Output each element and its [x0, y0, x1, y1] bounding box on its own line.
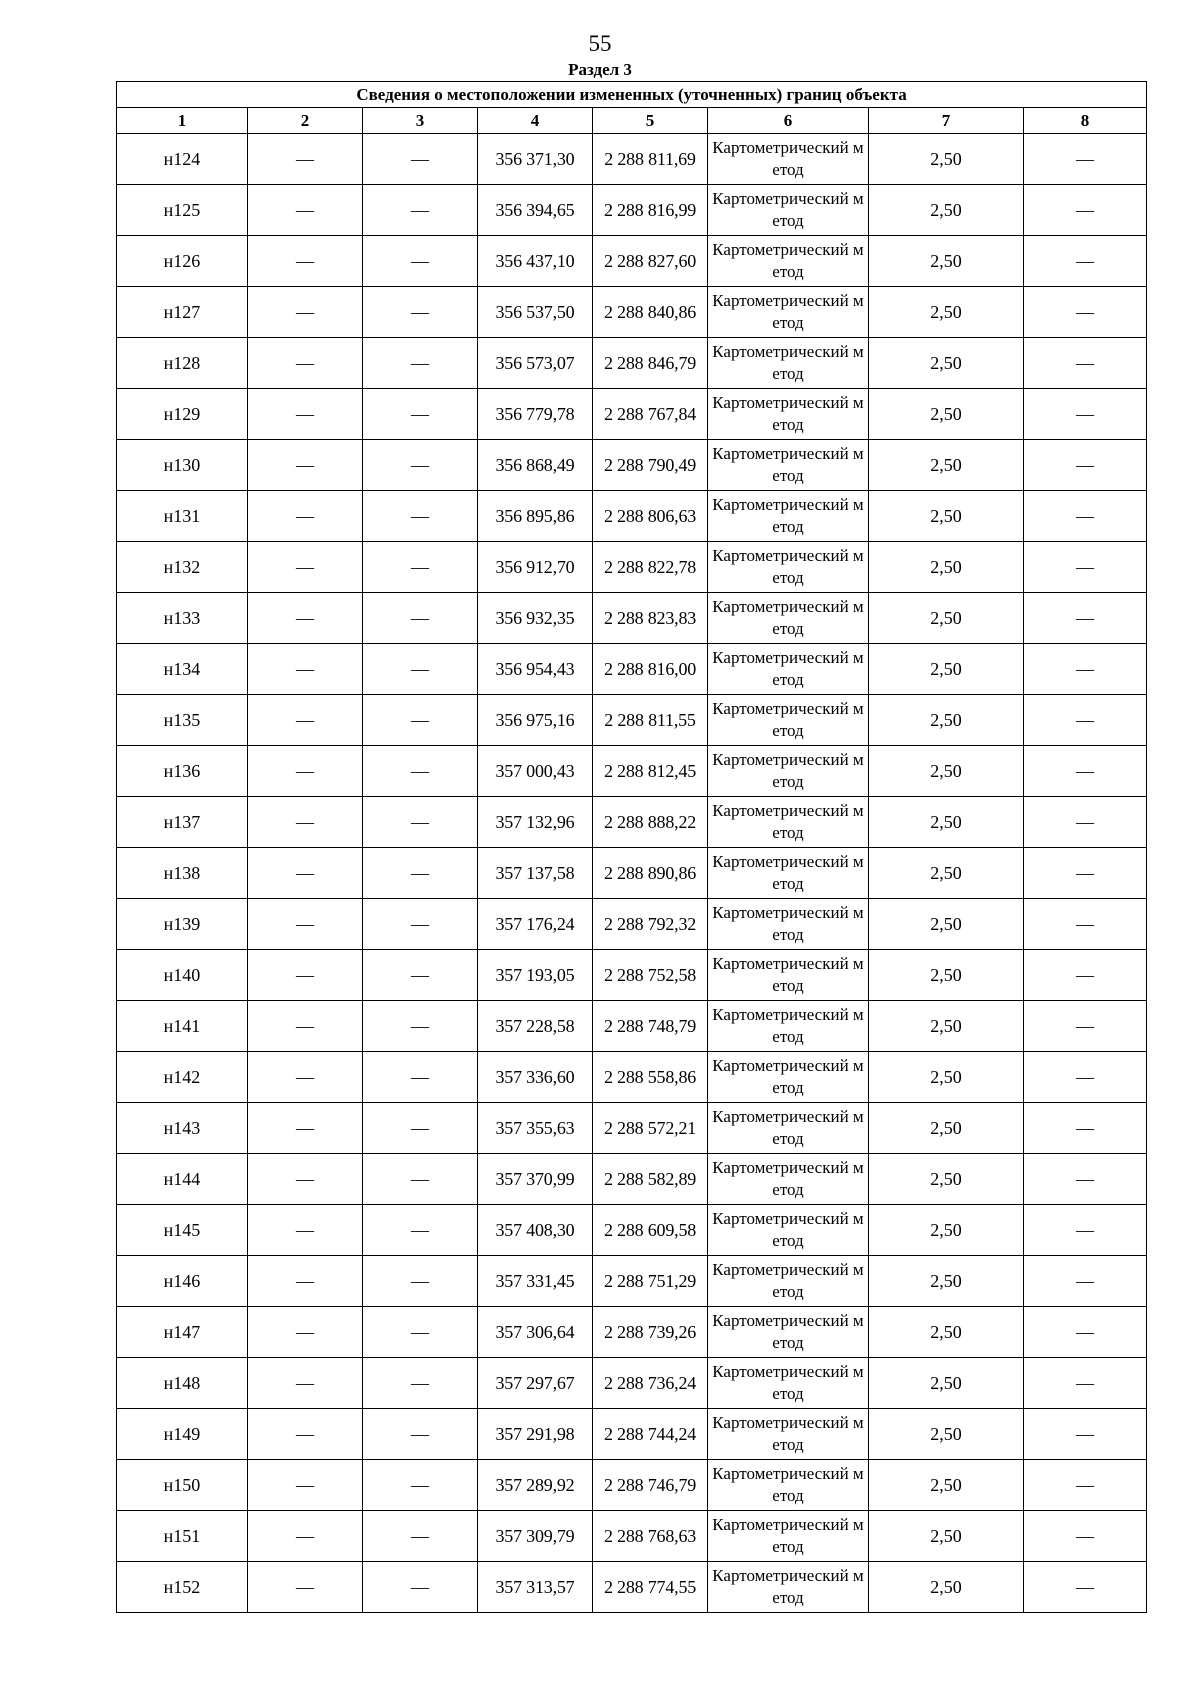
table-row [117, 746, 1147, 797]
cell-x-coordinate: 356 954,43 [478, 644, 593, 695]
cell-y-coordinate: 2 288 816,99 [593, 185, 708, 236]
table-row [117, 1256, 1147, 1307]
cell-col8: — [1024, 1205, 1147, 1256]
cell-accuracy: 2,50 [869, 644, 1024, 695]
column-numbers-row [117, 108, 1147, 134]
cell-method: Картометрический метод [708, 134, 869, 185]
cell-x-coordinate: 357 289,92 [478, 1460, 593, 1511]
cell-point-number: н130 [117, 440, 248, 491]
table-row [117, 848, 1147, 899]
cell-x-coordinate: 356 371,30 [478, 134, 593, 185]
table-row [117, 1307, 1147, 1358]
cell-col3: — [363, 1103, 478, 1154]
cell-col2: — [248, 1052, 363, 1103]
cell-col3: — [363, 1154, 478, 1205]
table-row [117, 797, 1147, 848]
cell-y-coordinate: 2 288 609,58 [593, 1205, 708, 1256]
cell-x-coordinate: 356 975,16 [478, 695, 593, 746]
cell-point-number: н141 [117, 1001, 248, 1052]
cell-x-coordinate: 356 573,07 [478, 338, 593, 389]
table-row [117, 134, 1147, 185]
table-row [117, 389, 1147, 440]
cell-accuracy: 2,50 [869, 848, 1024, 899]
cell-accuracy: 2,50 [869, 1409, 1024, 1460]
cell-col3: — [363, 389, 478, 440]
cell-point-number: н134 [117, 644, 248, 695]
cell-x-coordinate: 357 176,24 [478, 899, 593, 950]
cell-col8: — [1024, 389, 1147, 440]
cell-point-number: н150 [117, 1460, 248, 1511]
cell-y-coordinate: 2 288 558,86 [593, 1052, 708, 1103]
cell-col8: — [1024, 1307, 1147, 1358]
cell-accuracy: 2,50 [869, 134, 1024, 185]
cell-point-number: н127 [117, 287, 248, 338]
cell-col8: — [1024, 746, 1147, 797]
table-row [117, 644, 1147, 695]
cell-col2: — [248, 797, 363, 848]
cell-accuracy: 2,50 [869, 1103, 1024, 1154]
cell-col2: — [248, 1154, 363, 1205]
cell-method: Картометрический метод [708, 1154, 869, 1205]
cell-col3: — [363, 1562, 478, 1613]
cell-col2: — [248, 440, 363, 491]
cell-col2: — [248, 1103, 363, 1154]
cell-col3: — [363, 644, 478, 695]
cell-x-coordinate: 357 228,58 [478, 1001, 593, 1052]
table-row [117, 185, 1147, 236]
cell-method: Картометрический метод [708, 644, 869, 695]
cell-y-coordinate: 2 288 890,86 [593, 848, 708, 899]
cell-method: Картометрический метод [708, 950, 869, 1001]
cell-col3: — [363, 491, 478, 542]
cell-col3: — [363, 746, 478, 797]
cell-point-number: н144 [117, 1154, 248, 1205]
cell-col2: — [248, 287, 363, 338]
cell-y-coordinate: 2 288 744,24 [593, 1409, 708, 1460]
cell-col2: — [248, 899, 363, 950]
table-row [117, 1409, 1147, 1460]
cell-x-coordinate: 357 291,98 [478, 1409, 593, 1460]
cell-col2: — [248, 338, 363, 389]
table-row [117, 593, 1147, 644]
cell-col3: — [363, 185, 478, 236]
cell-y-coordinate: 2 288 888,22 [593, 797, 708, 848]
table-row [117, 338, 1147, 389]
cell-col2: — [248, 848, 363, 899]
cell-col3: — [363, 134, 478, 185]
cell-accuracy: 2,50 [869, 797, 1024, 848]
cell-y-coordinate: 2 288 751,29 [593, 1256, 708, 1307]
column-number-2: 2 [248, 108, 363, 134]
cell-col8: — [1024, 1001, 1147, 1052]
cell-method: Картометрический метод [708, 1307, 869, 1358]
cell-col3: — [363, 1358, 478, 1409]
cell-col3: — [363, 950, 478, 1001]
cell-point-number: н126 [117, 236, 248, 287]
cell-point-number: н146 [117, 1256, 248, 1307]
cell-col2: — [248, 389, 363, 440]
cell-method: Картометрический метод [708, 899, 869, 950]
cell-point-number: н135 [117, 695, 248, 746]
table-row [117, 1460, 1147, 1511]
cell-method: Картометрический метод [708, 1052, 869, 1103]
table-row [117, 695, 1147, 746]
cell-accuracy: 2,50 [869, 542, 1024, 593]
cell-point-number: н152 [117, 1562, 248, 1613]
cell-point-number: н137 [117, 797, 248, 848]
cell-col3: — [363, 542, 478, 593]
cell-y-coordinate: 2 288 748,79 [593, 1001, 708, 1052]
cell-col3: — [363, 1256, 478, 1307]
cell-accuracy: 2,50 [869, 1358, 1024, 1409]
table-row [117, 1103, 1147, 1154]
cell-col8: — [1024, 134, 1147, 185]
cell-y-coordinate: 2 288 752,58 [593, 950, 708, 1001]
table-row [117, 491, 1147, 542]
cell-y-coordinate: 2 288 739,26 [593, 1307, 708, 1358]
cell-point-number: н149 [117, 1409, 248, 1460]
cell-col8: — [1024, 848, 1147, 899]
cell-col8: — [1024, 236, 1147, 287]
cell-col3: — [363, 1205, 478, 1256]
cell-x-coordinate: 357 193,05 [478, 950, 593, 1001]
cell-col2: — [248, 1256, 363, 1307]
cell-col3: — [363, 899, 478, 950]
column-number-3: 3 [363, 108, 478, 134]
cell-col8: — [1024, 1103, 1147, 1154]
cell-accuracy: 2,50 [869, 1205, 1024, 1256]
column-number-1: 1 [117, 108, 248, 134]
cell-x-coordinate: 357 306,64 [478, 1307, 593, 1358]
cell-col2: — [248, 1205, 363, 1256]
cell-method: Картометрический метод [708, 287, 869, 338]
cell-y-coordinate: 2 288 774,55 [593, 1562, 708, 1613]
cell-accuracy: 2,50 [869, 1562, 1024, 1613]
cell-method: Картометрический метод [708, 338, 869, 389]
table-row [117, 1154, 1147, 1205]
cell-x-coordinate: 357 137,58 [478, 848, 593, 899]
cell-point-number: н133 [117, 593, 248, 644]
section-title: Раздел 3 [568, 60, 632, 79]
cell-point-number: н145 [117, 1205, 248, 1256]
cell-col8: — [1024, 950, 1147, 1001]
cell-x-coordinate: 356 437,10 [478, 236, 593, 287]
cell-col3: — [363, 848, 478, 899]
cell-col8: — [1024, 1511, 1147, 1562]
cell-col2: — [248, 1409, 363, 1460]
cell-method: Картометрический метод [708, 848, 869, 899]
cell-point-number: н129 [117, 389, 248, 440]
cell-point-number: н151 [117, 1511, 248, 1562]
cell-x-coordinate: 357 309,79 [478, 1511, 593, 1562]
cell-col2: — [248, 1001, 363, 1052]
cell-col8: — [1024, 1154, 1147, 1205]
cell-y-coordinate: 2 288 582,89 [593, 1154, 708, 1205]
cell-accuracy: 2,50 [869, 236, 1024, 287]
cell-col2: — [248, 1460, 363, 1511]
cell-method: Картометрический метод [708, 1256, 869, 1307]
cell-method: Картометрический метод [708, 746, 869, 797]
cell-col2: — [248, 695, 363, 746]
cell-col8: — [1024, 695, 1147, 746]
cell-accuracy: 2,50 [869, 440, 1024, 491]
cell-accuracy: 2,50 [869, 1052, 1024, 1103]
page-number: 55 [588, 31, 612, 56]
cell-x-coordinate: 357 408,30 [478, 1205, 593, 1256]
cell-col2: — [248, 236, 363, 287]
cell-col2: — [248, 134, 363, 185]
cell-col3: — [363, 1511, 478, 1562]
table-caption: Сведения о местоположении измененных (уточненных) границ объекта [117, 82, 1147, 108]
column-number-8: 8 [1024, 108, 1147, 134]
cell-accuracy: 2,50 [869, 1307, 1024, 1358]
cell-col8: — [1024, 1460, 1147, 1511]
cell-x-coordinate: 356 394,65 [478, 185, 593, 236]
column-number-5: 5 [593, 108, 708, 134]
cell-col8: — [1024, 797, 1147, 848]
cell-col8: — [1024, 440, 1147, 491]
cell-accuracy: 2,50 [869, 899, 1024, 950]
cell-x-coordinate: 356 537,50 [478, 287, 593, 338]
cell-col2: — [248, 746, 363, 797]
cell-point-number: н132 [117, 542, 248, 593]
cell-point-number: н143 [117, 1103, 248, 1154]
cell-col8: — [1024, 644, 1147, 695]
cell-y-coordinate: 2 288 811,69 [593, 134, 708, 185]
cell-y-coordinate: 2 288 816,00 [593, 644, 708, 695]
cell-y-coordinate: 2 288 736,24 [593, 1358, 708, 1409]
cell-col8: — [1024, 899, 1147, 950]
cell-x-coordinate: 357 355,63 [478, 1103, 593, 1154]
cell-x-coordinate: 356 779,78 [478, 389, 593, 440]
cell-col8: — [1024, 542, 1147, 593]
cell-method: Картометрический метод [708, 491, 869, 542]
cell-col3: — [363, 1052, 478, 1103]
cell-method: Картометрический метод [708, 1205, 869, 1256]
cell-x-coordinate: 357 370,99 [478, 1154, 593, 1205]
cell-y-coordinate: 2 288 768,63 [593, 1511, 708, 1562]
cell-col3: — [363, 236, 478, 287]
cell-point-number: н125 [117, 185, 248, 236]
cell-y-coordinate: 2 288 792,32 [593, 899, 708, 950]
cell-accuracy: 2,50 [869, 1511, 1024, 1562]
cell-point-number: н136 [117, 746, 248, 797]
cell-method: Картометрический метод [708, 1562, 869, 1613]
cell-col2: — [248, 1511, 363, 1562]
cell-method: Картометрический метод [708, 1511, 869, 1562]
cell-point-number: н131 [117, 491, 248, 542]
table-row [117, 1562, 1147, 1613]
cell-accuracy: 2,50 [869, 950, 1024, 1001]
cell-x-coordinate: 356 932,35 [478, 593, 593, 644]
cell-y-coordinate: 2 288 823,83 [593, 593, 708, 644]
cell-method: Картометрический метод [708, 1358, 869, 1409]
table-row [117, 1358, 1147, 1409]
cell-col2: — [248, 542, 363, 593]
table-row [117, 1052, 1147, 1103]
table-row [117, 440, 1147, 491]
table-row [117, 1511, 1147, 1562]
cell-accuracy: 2,50 [869, 491, 1024, 542]
cell-method: Картометрический метод [708, 389, 869, 440]
cell-col3: — [363, 1001, 478, 1052]
cell-method: Картометрический метод [708, 1409, 869, 1460]
cell-accuracy: 2,50 [869, 593, 1024, 644]
cell-col8: — [1024, 1562, 1147, 1613]
table-row [117, 287, 1147, 338]
cell-col3: — [363, 695, 478, 746]
cell-point-number: н142 [117, 1052, 248, 1103]
cell-x-coordinate: 356 895,86 [478, 491, 593, 542]
cell-accuracy: 2,50 [869, 746, 1024, 797]
cell-method: Картометрический метод [708, 1103, 869, 1154]
cell-col8: — [1024, 491, 1147, 542]
cell-y-coordinate: 2 288 811,55 [593, 695, 708, 746]
cell-point-number: н128 [117, 338, 248, 389]
table-row [117, 542, 1147, 593]
cell-col8: — [1024, 1409, 1147, 1460]
column-number-7: 7 [869, 108, 1024, 134]
table-body [117, 134, 1147, 1613]
cell-method: Картометрический метод [708, 236, 869, 287]
cell-col3: — [363, 1460, 478, 1511]
cell-point-number: н124 [117, 134, 248, 185]
cell-col8: — [1024, 593, 1147, 644]
cell-x-coordinate: 356 868,49 [478, 440, 593, 491]
cell-y-coordinate: 2 288 572,21 [593, 1103, 708, 1154]
table-caption-row [117, 82, 1147, 108]
cell-col2: — [248, 950, 363, 1001]
cell-y-coordinate: 2 288 822,78 [593, 542, 708, 593]
cell-x-coordinate: 357 331,45 [478, 1256, 593, 1307]
cell-col3: — [363, 338, 478, 389]
cell-point-number: н140 [117, 950, 248, 1001]
cell-col3: — [363, 797, 478, 848]
cell-point-number: н147 [117, 1307, 248, 1358]
cell-method: Картометрический метод [708, 695, 869, 746]
column-number-4: 4 [478, 108, 593, 134]
boundary-table [116, 81, 1147, 1613]
cell-col2: — [248, 491, 363, 542]
cell-col8: — [1024, 287, 1147, 338]
cell-x-coordinate: 357 313,57 [478, 1562, 593, 1613]
cell-col2: — [248, 644, 363, 695]
cell-col3: — [363, 593, 478, 644]
cell-accuracy: 2,50 [869, 338, 1024, 389]
cell-method: Картометрический метод [708, 1001, 869, 1052]
cell-accuracy: 2,50 [869, 1154, 1024, 1205]
column-number-6: 6 [708, 108, 869, 134]
cell-col3: — [363, 440, 478, 491]
cell-col8: — [1024, 1052, 1147, 1103]
cell-col3: — [363, 287, 478, 338]
cell-method: Картометрический метод [708, 797, 869, 848]
cell-col2: — [248, 185, 363, 236]
cell-accuracy: 2,50 [869, 1256, 1024, 1307]
cell-accuracy: 2,50 [869, 185, 1024, 236]
cell-y-coordinate: 2 288 846,79 [593, 338, 708, 389]
cell-method: Картометрический метод [708, 440, 869, 491]
cell-col3: — [363, 1307, 478, 1358]
cell-method: Картометрический метод [708, 542, 869, 593]
cell-x-coordinate: 357 336,60 [478, 1052, 593, 1103]
table-row [117, 899, 1147, 950]
cell-x-coordinate: 357 297,67 [478, 1358, 593, 1409]
cell-col8: — [1024, 1256, 1147, 1307]
cell-col3: — [363, 1409, 478, 1460]
cell-method: Картометрический метод [708, 1460, 869, 1511]
cell-col2: — [248, 1358, 363, 1409]
cell-x-coordinate: 357 132,96 [478, 797, 593, 848]
cell-y-coordinate: 2 288 746,79 [593, 1460, 708, 1511]
cell-x-coordinate: 357 000,43 [478, 746, 593, 797]
cell-col2: — [248, 1307, 363, 1358]
cell-accuracy: 2,50 [869, 389, 1024, 440]
cell-method: Картометрический метод [708, 593, 869, 644]
table-row [117, 236, 1147, 287]
cell-y-coordinate: 2 288 827,60 [593, 236, 708, 287]
cell-y-coordinate: 2 288 790,49 [593, 440, 708, 491]
cell-x-coordinate: 356 912,70 [478, 542, 593, 593]
cell-point-number: н148 [117, 1358, 248, 1409]
cell-y-coordinate: 2 288 767,84 [593, 389, 708, 440]
cell-accuracy: 2,50 [869, 1001, 1024, 1052]
cell-point-number: н138 [117, 848, 248, 899]
cell-accuracy: 2,50 [869, 1460, 1024, 1511]
cell-y-coordinate: 2 288 806,63 [593, 491, 708, 542]
table-row [117, 1001, 1147, 1052]
cell-col8: — [1024, 1358, 1147, 1409]
table-row [117, 950, 1147, 1001]
cell-method: Картометрический метод [708, 185, 869, 236]
cell-accuracy: 2,50 [869, 695, 1024, 746]
cell-y-coordinate: 2 288 812,45 [593, 746, 708, 797]
cell-col2: — [248, 593, 363, 644]
cell-col8: — [1024, 338, 1147, 389]
cell-col2: — [248, 1562, 363, 1613]
cell-col8: — [1024, 185, 1147, 236]
cell-accuracy: 2,50 [869, 287, 1024, 338]
cell-y-coordinate: 2 288 840,86 [593, 287, 708, 338]
cell-point-number: н139 [117, 899, 248, 950]
table-row [117, 1205, 1147, 1256]
